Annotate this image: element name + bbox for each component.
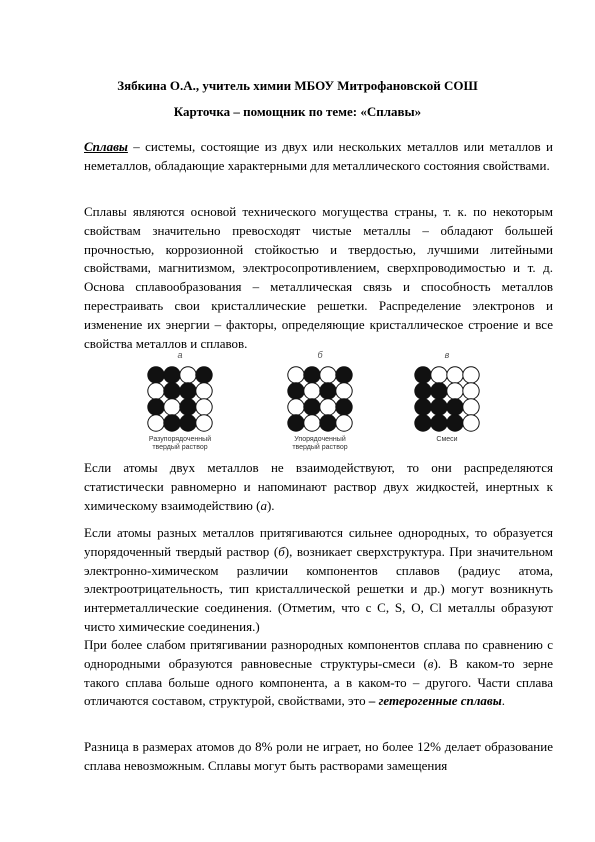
atom-light bbox=[196, 383, 212, 399]
mixture-text-a: При более слабом притягивании разнородных компонентов сплава по сравнению с однородными образуются равновесные структуры-смеси ( bbox=[84, 637, 553, 671]
atom-dark bbox=[320, 415, 336, 431]
atom-dark bbox=[164, 367, 180, 383]
atom-size-paragraph: Разница в размерах атомов до 8% роли не играет, но более 12% делает образование сплава невозможным. Сплавы могут быть растворами замещения bbox=[84, 739, 553, 773]
panel-caption: Смеси bbox=[436, 436, 458, 443]
ordered-paragraph bbox=[84, 524, 553, 637]
ref-a: а bbox=[260, 497, 267, 513]
atom-light bbox=[164, 399, 180, 415]
atom-light bbox=[304, 415, 320, 431]
atom-dark bbox=[447, 399, 463, 415]
panel-caption: твердый раствор bbox=[292, 444, 348, 451]
ordered-text-a: Если атомы разных металлов притягиваются сильнее однородных, то образуется упорядоченный твердый раствор ( bbox=[84, 525, 553, 559]
author-line: Зябкина О.А., учитель химии МБОУ Митрофановской СОШ bbox=[117, 78, 478, 93]
atom-light bbox=[336, 415, 352, 431]
ref-v: в bbox=[427, 655, 434, 671]
atom-light bbox=[288, 367, 304, 383]
mixture-end: . bbox=[501, 693, 506, 709]
atom-dark bbox=[336, 399, 352, 415]
atom-light bbox=[447, 383, 463, 399]
atom-light bbox=[320, 399, 336, 415]
atom-light bbox=[288, 399, 304, 415]
alloy-structure-figure bbox=[140, 350, 480, 451]
atom-light bbox=[463, 383, 479, 399]
alloy-structure-svg bbox=[140, 350, 480, 451]
mixture-paragraph bbox=[84, 636, 553, 711]
atom-dark bbox=[180, 399, 196, 415]
atom-dark bbox=[415, 367, 431, 383]
atom-dark bbox=[288, 383, 304, 399]
panel-letter: а bbox=[177, 350, 183, 360]
atom-dark bbox=[196, 367, 212, 383]
atom-light bbox=[196, 415, 212, 431]
atom-light bbox=[463, 399, 479, 415]
atom-light bbox=[304, 383, 320, 399]
panel-letter: б bbox=[317, 350, 323, 360]
mixture-text-b: ). В каком-то зерне такого сплава больше одного компонента, а в каком-то – другого. Части сплава отличаются составом, структурой, свойствами, это bbox=[84, 655, 553, 709]
atom-dark bbox=[304, 367, 320, 383]
atom-light bbox=[148, 415, 164, 431]
atom-dark bbox=[180, 415, 196, 431]
panel-caption: твердый раствор bbox=[152, 444, 208, 451]
atom-dark bbox=[415, 415, 431, 431]
atom-dark bbox=[164, 415, 180, 431]
atom-light bbox=[447, 367, 463, 383]
atom-light bbox=[180, 367, 196, 383]
definition-paragraph bbox=[84, 138, 553, 176]
disordered-paragraph bbox=[84, 459, 553, 515]
atom-dark bbox=[447, 415, 463, 431]
term-splavy: Сплавы bbox=[84, 139, 128, 154]
panel-caption: Разупорядоченный bbox=[148, 436, 212, 443]
atom-dark bbox=[336, 367, 352, 383]
atom-light bbox=[320, 367, 336, 383]
atom-dark bbox=[304, 399, 320, 415]
atom-dark bbox=[415, 399, 431, 415]
atom-light bbox=[148, 383, 164, 399]
atom-dark bbox=[180, 383, 196, 399]
atom-dark bbox=[415, 383, 431, 399]
atom-light bbox=[336, 383, 352, 399]
ordered-text-b: ), возникает сверхструктура. При значительном электронно-химическом различии компонентов сплавов (радиус атома, электроотрицательность, тип кристаллической решетки и др.) могут возникнуть интерметаллические соединения. (Отметим, что с С, S, О, Сl металлы образуют чисто химические соединения.) bbox=[84, 543, 554, 634]
atom-light bbox=[463, 415, 479, 431]
atom-dark bbox=[431, 399, 447, 415]
term-heterogeneous: – гетерогенные сплавы bbox=[368, 693, 502, 709]
atom-light bbox=[463, 367, 479, 383]
atom-dark bbox=[431, 415, 447, 431]
atom-light bbox=[196, 399, 212, 415]
ref-b: б bbox=[278, 543, 285, 559]
definition-text: – системы, состоящие из двух или нескольких металлов или металлов и неметаллов, обладающие характерными для металлического состояния свойствами. bbox=[84, 139, 553, 173]
disordered-text: Если атомы двух металлов не взаимодействуют, то они распределяются статистически равномерно и напоминают раствор двух жидкостей, инертных к химическому взаимодействию ( bbox=[84, 460, 553, 513]
importance-paragraph: Сплавы являются основой технического могущества страны, т. к. по некоторым свойствам значительно превосходят чистые металлы – обладают большей прочностью, коррозионной стойкостью и твердостью, лучшими литейными свойствами, магнитизмом, электросопротивлением, сверхпроводимостью и т. д. Основа сплавообразования – металлическая связь и способность металлов перестраивать свои кристаллические решетки. Распределение электронов и изменение их энергии – факторы, определяющие кристаллическое строение и все свойства металлов и сплавов. bbox=[84, 204, 553, 351]
panel-caption: Упорядоченный bbox=[294, 436, 346, 443]
panel-letter: в bbox=[444, 350, 450, 360]
atom-dark bbox=[288, 415, 304, 431]
atom-light bbox=[431, 367, 447, 383]
atom-dark bbox=[431, 383, 447, 399]
atom-dark bbox=[164, 383, 180, 399]
disordered-end: ). bbox=[266, 497, 275, 513]
atom-dark bbox=[148, 367, 164, 383]
atom-dark bbox=[148, 399, 164, 415]
card-title: Карточка – помощник по теме: «Сплавы» bbox=[173, 104, 422, 119]
atom-dark bbox=[320, 383, 336, 399]
